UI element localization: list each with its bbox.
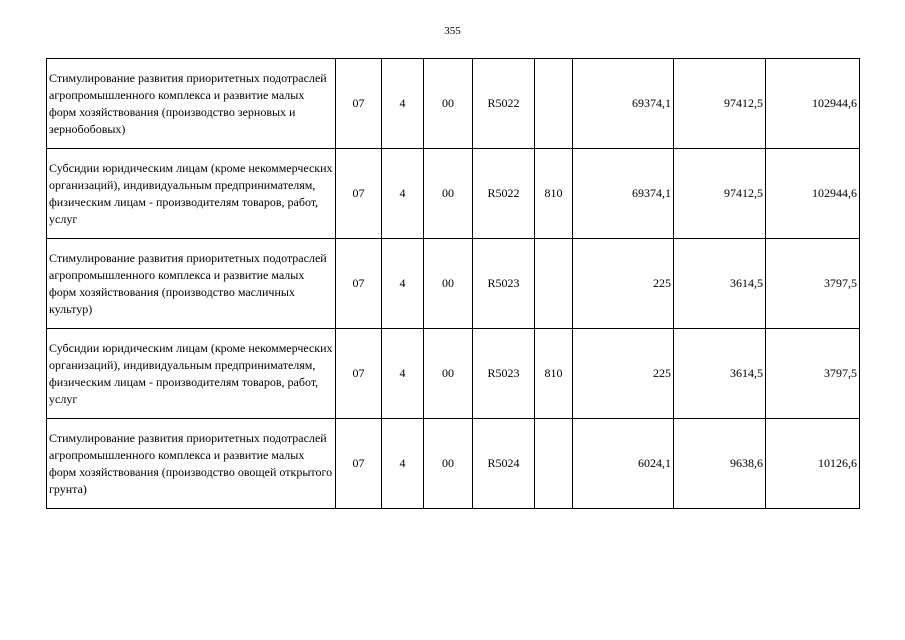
row-amount-year1: 6024,1: [573, 419, 674, 509]
row-amount-year1: 225: [573, 329, 674, 419]
row-direction-code: R5022: [473, 59, 535, 149]
row-ministry-code: 07: [336, 329, 382, 419]
row-description: Субсидии юридическим лицам (кроме некоммерческих организаций), индивидуальным предпринимателям, физическим лицам - производителям товаров, работ, услуг: [47, 329, 336, 419]
row-direction-code: R5023: [473, 329, 535, 419]
row-subprogram-code: 4: [382, 329, 424, 419]
table-row: [47, 419, 860, 509]
row-expense-type-code: [535, 59, 573, 149]
row-amount-year2: 9638,6: [674, 419, 766, 509]
page-number: 355: [444, 25, 461, 37]
row-amount-year3: 102944,6: [766, 149, 860, 239]
row-amount-year3: 10126,6: [766, 419, 860, 509]
row-main-event-code: 00: [424, 419, 473, 509]
row-expense-type-code: [535, 239, 573, 329]
row-ministry-code: 07: [336, 149, 382, 239]
row-ministry-code: 07: [336, 59, 382, 149]
row-direction-code: R5023: [473, 239, 535, 329]
row-description: Стимулирование развития приоритетных подотраслей агропромышленного комплекса и развитие малых форм хозяйствования (производство зерновых и зернобобовых): [47, 59, 336, 149]
row-main-event-code: 00: [424, 239, 473, 329]
row-ministry-code: 07: [336, 239, 382, 329]
row-amount-year2: 97412,5: [674, 149, 766, 239]
row-amount-year2: 3614,5: [674, 239, 766, 329]
row-description: Субсидии юридическим лицам (кроме некоммерческих организаций), индивидуальным предпринимателям, физическим лицам - производителям товаров, работ, услуг: [47, 149, 336, 239]
row-subprogram-code: 4: [382, 239, 424, 329]
row-amount-year1: 69374,1: [573, 59, 674, 149]
row-expense-type-code: 810: [535, 149, 573, 239]
row-subprogram-code: 4: [382, 149, 424, 239]
row-expense-type-code: [535, 419, 573, 509]
row-main-event-code: 00: [424, 149, 473, 239]
row-amount-year3: 102944,6: [766, 59, 860, 149]
row-description: Стимулирование развития приоритетных подотраслей агропромышленного комплекса и развитие малых форм хозяйствования (производство овощей открытого грунта): [47, 419, 336, 509]
table-row: [47, 149, 860, 239]
row-subprogram-code: 4: [382, 419, 424, 509]
row-main-event-code: 00: [424, 329, 473, 419]
row-expense-type-code: 810: [535, 329, 573, 419]
row-amount-year3: 3797,5: [766, 239, 860, 329]
table-row: [47, 239, 860, 329]
row-amount-year2: 97412,5: [674, 59, 766, 149]
row-amount-year1: 69374,1: [573, 149, 674, 239]
budget-table: [46, 58, 860, 509]
row-amount-year2: 3614,5: [674, 329, 766, 419]
table-row: [47, 329, 860, 419]
row-amount-year3: 3797,5: [766, 329, 860, 419]
row-subprogram-code: 4: [382, 59, 424, 149]
row-main-event-code: 00: [424, 59, 473, 149]
row-direction-code: R5024: [473, 419, 535, 509]
row-description: Стимулирование развития приоритетных подотраслей агропромышленного комплекса и развитие малых форм хозяйствования (производство масличных культур): [47, 239, 336, 329]
table-row: [47, 59, 860, 149]
row-direction-code: R5022: [473, 149, 535, 239]
row-amount-year1: 225: [573, 239, 674, 329]
row-ministry-code: 07: [336, 419, 382, 509]
